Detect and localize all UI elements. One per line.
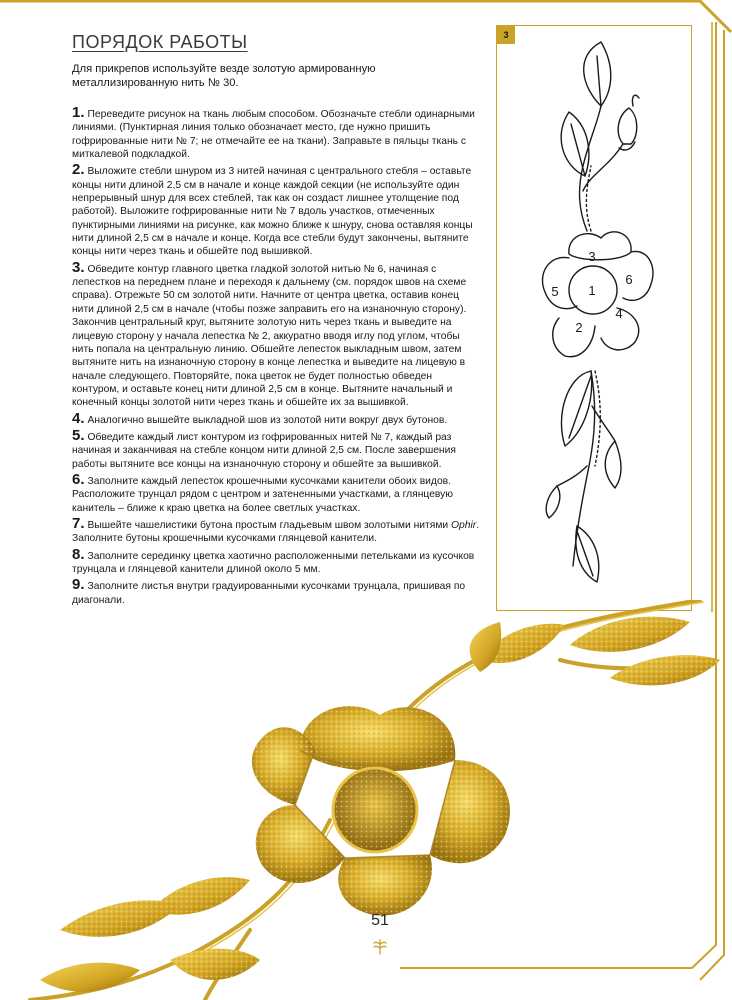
step-number: 6. — [72, 470, 85, 488]
figure-number-badge: 3 — [497, 26, 515, 44]
step-text: Заполните листья внутри градуированными кусочками трунцала, пришивая по диагонали. — [72, 581, 466, 606]
step-text: Вышейте чашелистики бутона простым гладьевым швом золотыми нитями — [87, 519, 452, 531]
step-6 — [72, 470, 482, 515]
step-number: 3. — [72, 258, 85, 276]
step-number: 1. — [72, 104, 85, 121]
petal-label-4: 4 — [615, 306, 623, 321]
petal-label-1: 1 — [588, 283, 596, 298]
step-text: . Заполните бутоны крошечными кусочками глянцевой канители. — [72, 519, 480, 545]
page-number: 51 — [371, 912, 389, 929]
step-2 — [72, 163, 482, 258]
pattern-diagram — [496, 25, 692, 611]
instruction-steps — [72, 106, 482, 609]
step-4 — [72, 409, 482, 427]
step-text: Переведите рисунок на ткань любым способом. Обозначьте стебли одинарными линиями. (Пунктирная линия только обозначает место, где нужно пришить гофрированные нити № 7; не отмечайте ее на ткани). Заправьте в пяльцы ткань с миткалевой подкладкой. — [72, 109, 475, 161]
step-text: Аналогично вышейте выкладной шов из золотой нити вокруг двух бутонов. — [87, 414, 448, 426]
step-number: 5. — [72, 426, 85, 444]
petal-label-5: 5 — [551, 284, 559, 299]
petal-label-3: 3 — [588, 249, 596, 264]
step-1 — [72, 106, 482, 161]
step-text: Выложите стебли шнуром из 3 нитей начиная с центрального стебля – оставьте концы нити длиной 2,5 см в начале и конце каждой секции (не используйте один непрерывный шнур для всех стеблей, так как он создаст лишнее утолщение под работой). Выложите гофрированные нити № 7 вдоль участков, отмеченных пунктирными линиями на рисунке, как можно ближе к шнуру, снова оставляя концы нити длиной 2,5 см в начале и конце. Когда все стебли будут закончены, вытяните концы нити через ткань и обшейте под вышивкой. — [72, 166, 473, 258]
step-text: Заполните серединку цветка хаотично расположенными петельками из кусочков трунцала и глянцевой канители длиной около 5 мм. — [72, 550, 475, 575]
step-number: 2. — [72, 161, 85, 179]
step-5 — [72, 426, 482, 471]
intro-text: Для прикрепов используйте везде золотую армированную металлизированную нить № 30. — [72, 63, 376, 89]
step-text: Обведите контур главного цветка гладкой золотой нитью № 6, начиная с лепестков на переднем плане и переходя к дальнему (см. порядок швов на схеме справа). Отрежьте 50 см золотой нити. Начните от центра цветка, оставив конец нити длиной 2,5 см в начале (чтобы позже заправить его на изнаночную сторону). Закончив центральный круг, вытяните золотую нить через ткань и выведите на лицевую сторону у начала лепестка № 2, аккуратно вводя иглу под углом, чтобы нить попала на центральную линию. Обшейте лепесток выкладным швом, затем вытяните нить на изнаночную сторону в конце лепестка и выведите на лицевую в начале следующего. Повторяйте, пока цветок не будет полностью обведен контуром, и оставьте конец нити длиной 2,5 см в конце. Вытяните начальный и конечный концы золотой нити через ткань и обшейте их за вышивкой. — [72, 263, 467, 409]
step-text: Заполните каждый лепесток крошечными кусочками канители обоих видов. Расположите трунцал рядом с центром и затененными участками, а глянцевую канитель – ближе к краю цветка на более светлых участках. — [72, 475, 454, 514]
step-8 — [72, 545, 482, 577]
gold-embroidery-photo — [0, 600, 732, 1000]
step-text-italic: Ophir — [451, 519, 477, 531]
page-title: ПОРЯДОК РАБОТЫ — [72, 32, 248, 52]
wheat-ornament-icon — [370, 936, 390, 956]
step-3 — [72, 258, 482, 410]
petal-label-2: 2 — [575, 320, 583, 335]
petal-label-6: 6 — [625, 272, 633, 287]
step-7 — [72, 514, 482, 546]
step-number: 7. — [72, 514, 85, 532]
step-number: 4. — [72, 409, 85, 427]
flower-line-drawing — [497, 26, 693, 612]
step-text: Обведите каждый лист контуром из гофрированных нитей № 7, каждый раз начиная и заканчивая на стебле концом нити длиной 2,5 см. После завершения работы вытяните все концы на изнаночную сторону и обшейте за вышивкой. — [72, 431, 456, 470]
step-number: 9. — [72, 576, 85, 594]
step-number: 8. — [72, 545, 85, 563]
